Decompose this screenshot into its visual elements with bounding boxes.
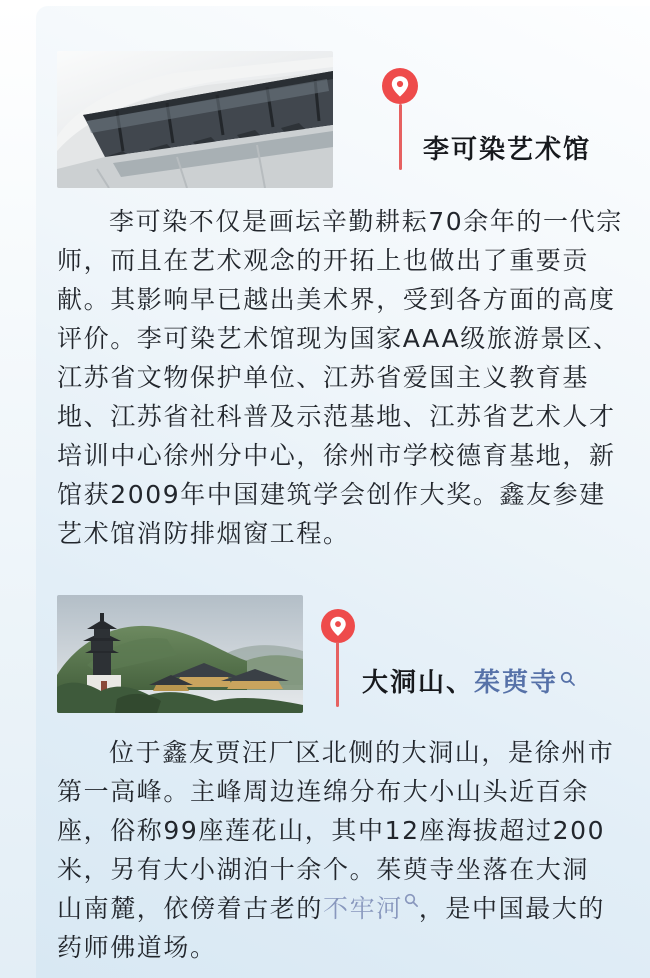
pin-stem-line — [336, 642, 339, 707]
pin-stem-line — [399, 104, 402, 170]
section-title-mountain — [362, 668, 576, 698]
section-title-museum — [423, 135, 591, 165]
paragraph-line: 药师佛道场。 — [57, 933, 217, 962]
mountain-temple-photo[interactable] — [57, 595, 303, 713]
museum-facade-photo[interactable] — [57, 51, 333, 188]
paragraph-line: 艺术馆消防排烟窗工程。 — [57, 519, 350, 548]
paragraph-line: 献。其影响早已越出美术界，受到各方面的高度 — [57, 285, 616, 314]
paragraph-line: 第一高峰。主峰周边连绵分布大小山头近百余 — [57, 777, 590, 806]
mountain-title-text: 大洞山、 — [362, 668, 475, 698]
paragraph-line: 馆获2009年中国建筑学会创作大奖。鑫友参建 — [57, 480, 606, 509]
mountain-temple-illustration — [57, 595, 303, 713]
search-icon[interactable] — [560, 664, 576, 694]
paragraph-line: 米，另有大小湖泊十余个。茱萸寺坐落在大洞 — [57, 855, 590, 884]
paragraph-line: 座，俗称99座莲花山，其中12座海拔超过200 — [57, 816, 606, 845]
mountain-paragraph — [57, 733, 613, 967]
paragraph-line: 师，而且在艺术观念的开拓上也做出了重要贡 — [57, 246, 590, 275]
paragraph-line: 李可染不仅是画坛辛勤耕耘70余年的一代宗 — [109, 207, 623, 236]
line-text: 山南麓，依傍着古老的 — [57, 894, 324, 923]
paragraph-line: 江苏省文物保护单位、江苏省爱国主义教育基 — [57, 363, 590, 392]
paragraph-line: 地、江苏省社科普及示范基地、江苏省艺术人才 — [57, 402, 616, 431]
search-icon[interactable] — [404, 880, 419, 919]
museum-paragraph — [57, 202, 623, 553]
river-link[interactable]: 不牢河 — [323, 894, 403, 923]
temple-link[interactable]: 茱萸寺 — [474, 668, 559, 698]
line-text: ，是中国最大的 — [418, 894, 606, 923]
museum-title-text: 李可染艺术馆 — [423, 135, 592, 165]
location-pin-icon — [382, 68, 418, 108]
paragraph-line: 位于鑫友贾汪厂区北侧的大洞山，是徐州市 — [109, 738, 615, 767]
paragraph-line: 评价。李可染艺术馆现为国家AAA级旅游景区、 — [57, 324, 620, 353]
paragraph-line: 培训中心徐州分中心，徐州市学校德育基地，新 — [57, 441, 616, 470]
paragraph-line-with-link — [57, 889, 613, 928]
museum-facade-illustration — [57, 51, 333, 188]
